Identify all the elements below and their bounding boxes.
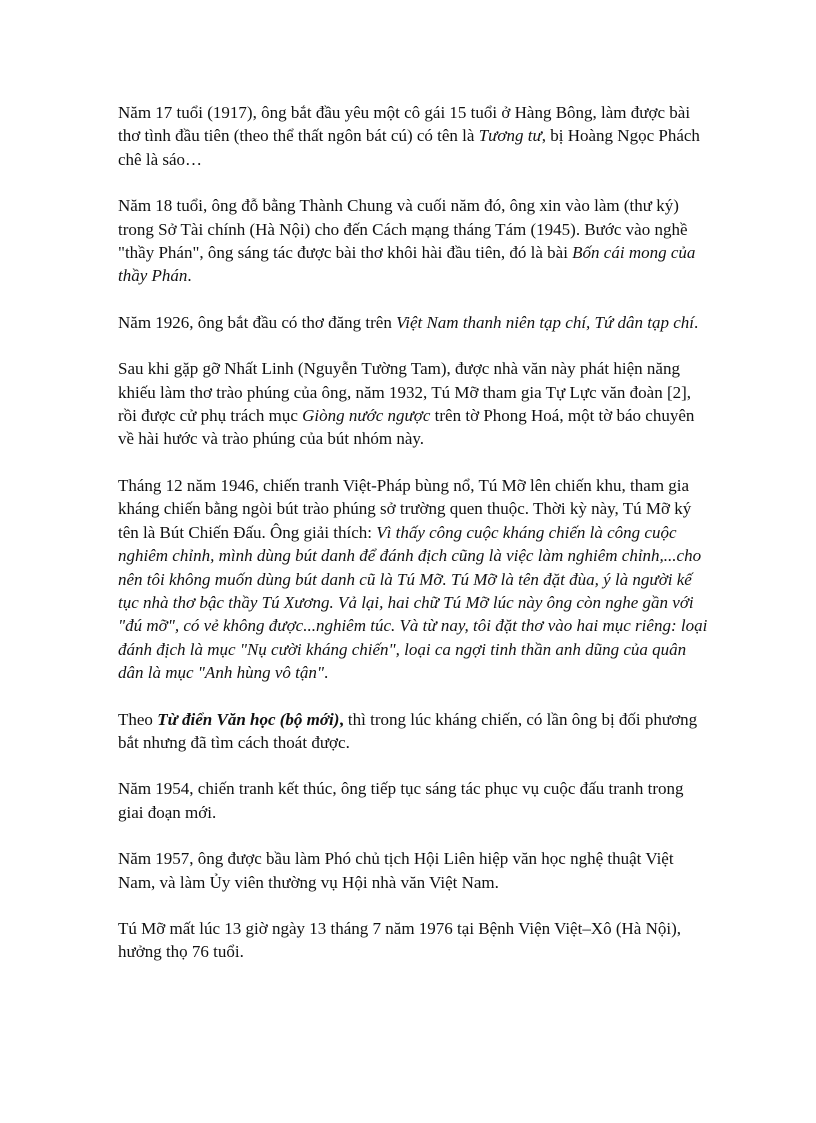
- paragraph-text: thì trong lúc kháng chiến, có lần ông bị đối phương bắt nhưng đã tìm cách thoát được.: [118, 709, 698, 752]
- paragraph-text: trên tờ Phong Hoá, một tờ báo chuyên về hài hước và trào phúng của bút nhóm này.: [118, 406, 695, 449]
- document-page: [118, 101, 708, 987]
- dictionary-title: Từ điển Văn học (bộ mới): [157, 709, 340, 729]
- paragraph-text: Tú Mỡ mất lúc 13 giờ ngày 13 tháng 7 năm 1976 tại Bệnh Viện Việt–Xô (Hà Nội), hưởng thọ 76 tuổi.: [118, 918, 682, 962]
- paragraph-text: Năm 1954, chiến tranh kết thúc, ông tiếp tục sáng tác phục vụ cuộc đấu tranh trong giai đoạn mới.: [118, 779, 684, 822]
- magazine-titles: Việt Nam thanh niên tạp chí, Tứ dân tạp chí: [396, 312, 695, 332]
- paragraph-1926: [118, 311, 708, 334]
- paragraph-text: .: [187, 266, 192, 286]
- paragraph-text: .: [323, 663, 329, 683]
- paragraph-1976: [118, 917, 708, 964]
- poem-title: Bốn cái mong của thầy Phán: [118, 243, 696, 286]
- paragraph-thanh-chung: [118, 194, 708, 288]
- paragraph-1917: [118, 101, 708, 171]
- paragraph-1957: [118, 847, 708, 894]
- paragraph-nhat-linh: [118, 357, 708, 451]
- paragraph-text: Theo: [118, 709, 158, 729]
- quotation: Vì thấy công cuộc kháng chiến là công cuộc nghiêm chỉnh, mình dùng bút danh để đánh địch cũng là việc làm nghiêm chỉnh,...cho nên tôi không muốn dùng bút danh cũ là Tú Mỡ. Tú Mỡ là tên đặt đùa, ý là người kế tục nhà thơ bậc thầy Tú Xương. Vả lại, hai chữ Tú Mỡ lúc này ông còn nghe gần với "đú mỡ", có vẻ không được...nghiêm túc. Và từ nay, tôi đặt thơ vào hai mục riêng: loại đánh địch là mục "Nụ cười kháng chiến", loại ca ngợi tinh thần anh dũng của quân dân là mục "Anh hùng vô tận": [118, 522, 708, 683]
- paragraph-text: Sau khi gặp gỡ Nhất Linh (Nguyễn Tường Tam), được nhà văn này phát hiện năng khiếu làm thơ trào phúng của ông, năm 1932, Tú Mỡ tham gia Tự Lực văn đoàn [2], rồi được cử phụ trách mục: [118, 359, 692, 426]
- paragraph-text: Tháng 12 năm 1946, chiến tranh Việt-Pháp bùng nổ, Tú Mỡ lên chiến khu, tham gia kháng chiến bằng ngòi bút trào phúng sở trường quen thuộc. Thời kỳ này, Tú Mỡ ký tên là Bút Chiến Đấu. Ông giải thích:: [118, 475, 692, 542]
- comma: ,: [339, 709, 344, 729]
- paragraph-text: , bị Hoàng Ngọc Phách chê là sáo…: [118, 126, 700, 169]
- paragraph-text: Năm 1926, ông bắt đầu có thơ đăng trên: [118, 312, 397, 332]
- poem-title: Tương tư: [478, 126, 542, 146]
- paragraph-text: Năm 17 tuổi (1917), ông bắt đầu yêu một cô gái 15 tuổi ở Hàng Bông, làm được bài thơ tình đầu tiên (theo thể thất ngôn bát cú) có tên là: [118, 103, 691, 146]
- paragraph-1946: [118, 474, 708, 685]
- paragraph-text: Năm 18 tuổi, ông đỗ bằng Thành Chung và cuối năm đó, ông xin vào làm (thư ký) trong Sở Tài chính (Hà Nội) cho đến Cách mạng tháng Tám (1945). Bước vào nghề "thầy Phán", ông sáng tác được bài thơ khôi hài đầu tiên, đó là bài: [118, 196, 688, 263]
- paragraph-text: .: [694, 312, 699, 332]
- paragraph-text: Năm 1957, ông được bầu làm Phó chủ tịch Hội Liên hiệp văn học nghệ thuật Việt Nam, và làm Ủy viên thường vụ Hội nhà văn Việt Nam.: [118, 849, 674, 892]
- column-title: Giòng nước ngược: [302, 406, 431, 426]
- paragraph-tu-dien: [118, 708, 708, 755]
- paragraph-1954: [118, 777, 708, 824]
